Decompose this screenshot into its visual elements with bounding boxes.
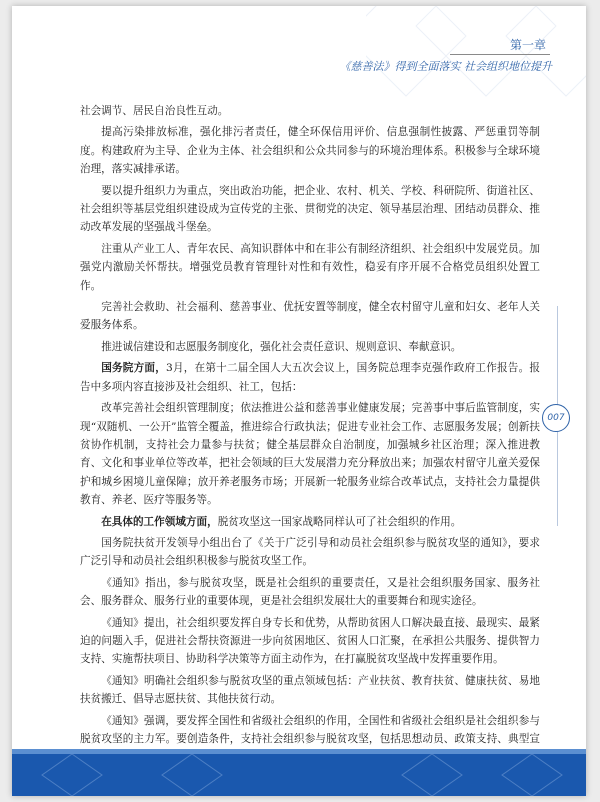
- paragraph: 国务院方面，3月，在第十二届全国人大五次会议上，国务院总理李克强作政府工作报告。报告中多项内容直接涉及社会组织、社工，包括：: [80, 362, 540, 393]
- paragraph: 《通知》强调，要发挥全国性和省级社会组织的作用，全国性和省级社会组织是社会组织参与脱贫攻坚的主力军。要创造条件，支持社会组织参与脱贫攻坚，包括思想动员、政策支持、典型宣: [80, 714, 540, 745]
- bold-lead: 国务院方面，: [101, 362, 166, 375]
- paragraph: 在具体的工作领域方面，脱贫攻坚这一国家战略同样认可了社会组织的作用。: [101, 515, 462, 528]
- paragraph: 《通知》指出，参与脱贫攻坚，既是社会组织的重要责任，又是社会组织服务国家、服务社会、服务群众、服务行业的重要体现，更是社会组织发展壮大的重要舞台和现实途径。: [80, 576, 540, 608]
- paragraph: 《通知》提出，社会组织要发挥自身专长和优势，从帮助贫困人口解决最直接、最现实、最紧迫的问题入手，促进社会帮扶资源进一步向贫困地区、贫困人口汇聚，在承担公共服务、提供智力支持、实施帮扶项目、协助科学决策等方面主动作为，在打赢脱贫攻坚战中发挥重要作用。: [80, 616, 540, 666]
- paragraph: 《通知》明确社会组织参与脱贫攻坚的重点领域包括：产业扶贫、教育扶贫、健康扶贫、易地扶贫搬迁、倡导志愿扶贫、其他扶贫行动。: [80, 674, 540, 706]
- paragraph: 完善社会救助、社会福利、慈善事业、优抚安置等制度，健全农村留守儿童和妇女、老年人关爱服务体系。: [80, 301, 540, 332]
- header-rule: [450, 54, 550, 55]
- header-decoration: [366, 6, 586, 106]
- bold-lead: 在具体的工作领域方面，: [101, 515, 218, 528]
- page-number: 007: [542, 404, 570, 432]
- paragraph: 注重从产业工人、青年农民、高知识群体中和在非公有制经济组织、社会组织中发展党员。加强党内激励关怀帮扶。增强党员教育管理针对性和有效性，稳妥有序开展不合格党员组织处置工作。: [80, 242, 540, 292]
- paragraph: 社会调节、居民自治良性互动。: [80, 105, 229, 117]
- chapter-label: 第一章: [509, 38, 546, 52]
- paragraph: 改革完善社会组织管理制度；依法推进公益和慈善事业健康发展；完善事中事后监管制度，实现“双随机、一公开”监管全覆盖，推进综合行政执法；促进专业社会工作、志愿服务发展；创新扶贫协作机制，支持社会力量参与扶贫；健全基层群众自治制度，加强城乡社区治理；深入推进教育、文化和事业单位等改革，把社会领域的巨大发展潜力充分释放出来；加强农村留守儿童关爱保护和城乡困境儿童保障；放开养老服务市场；开展新一轮服务业综合改革试点，支持社会力量提供教育、养老、医疗等服务等。: [80, 402, 540, 507]
- footer-decoration: [12, 754, 586, 796]
- body-text: [80, 102, 540, 770]
- paragraph: 推进诚信建设和志愿服务制度化，强化社会责任意识、规则意识、奉献意识。: [101, 340, 462, 353]
- paragraph: 国务院扶贫开发领导小组出台了《关于广泛引导和动员社会组织参与脱贫攻坚的通知》，要求广泛引导和动员社会组织积极参与脱贫攻坚工作。: [80, 536, 540, 568]
- paragraph: 提高污染排放标准，强化排污者责任，健全环保信用评价、信息强制性披露、严惩重罚等制度。构建政府为主导、企业为主体、社会组织和公众共同参与的环境治理体系。积极参与全球环境治理，落实减排承诺。: [80, 126, 540, 176]
- running-header-title: 《慈善法》得到全面落实 社会组织地位提升: [339, 60, 552, 73]
- paragraph: 要以提升组织力为重点，突出政治功能，把企业、农村、机关、学校、科研院所、街道社区、社会组织等基层党组织建设成为宣传党的主张、贯彻党的决定、领导基层治理、团结动员群众、推动改革发展的坚强战斗堡垒。: [80, 184, 540, 234]
- document-page: [12, 6, 586, 796]
